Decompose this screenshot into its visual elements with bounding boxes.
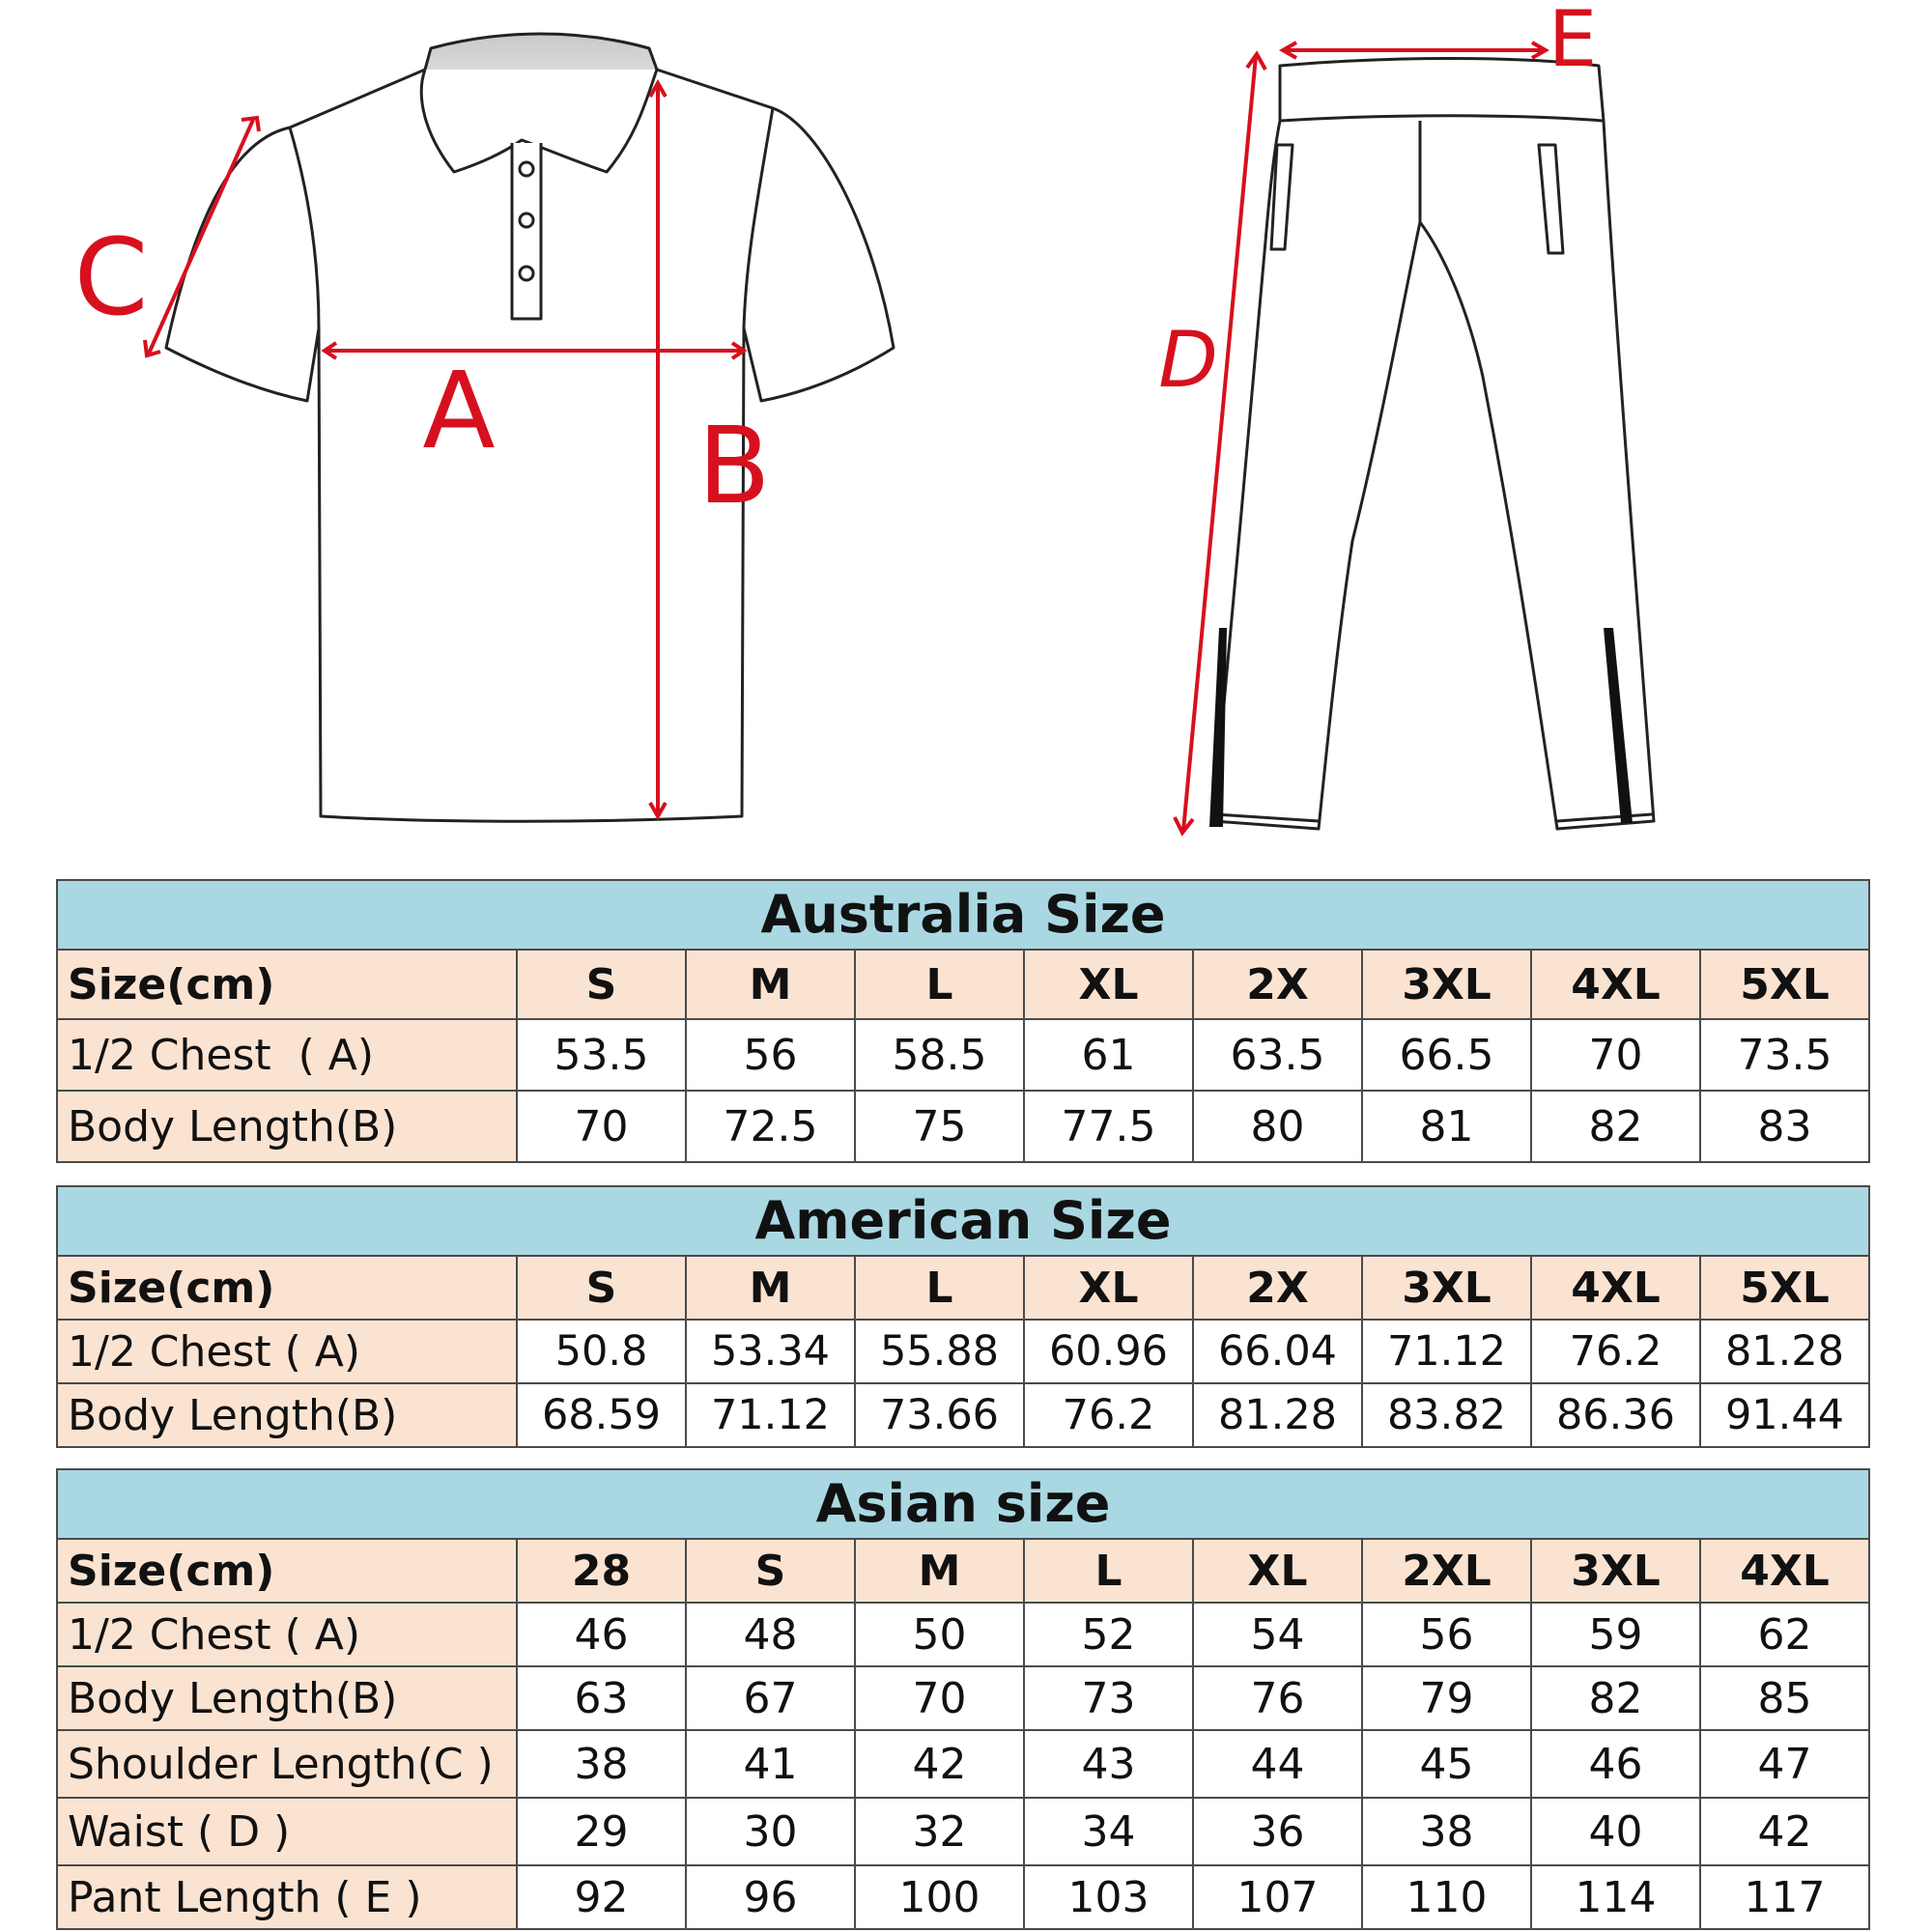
value-cell: 38 xyxy=(1362,1798,1531,1865)
size-header-cell: 5XL xyxy=(1700,1256,1869,1320)
size-header-cell: M xyxy=(686,950,855,1019)
size-header-cell: 2X xyxy=(1193,1256,1362,1320)
value-cell: 54 xyxy=(1193,1603,1362,1666)
size-header-cell: 4XL xyxy=(1531,1256,1700,1320)
size-header-cell: S xyxy=(517,1256,686,1320)
value-cell: 117 xyxy=(1700,1865,1869,1929)
value-cell: 70 xyxy=(855,1666,1024,1730)
value-cell: 83.82 xyxy=(1362,1383,1531,1447)
value-cell: 42 xyxy=(855,1730,1024,1798)
value-cell: 70 xyxy=(1531,1019,1700,1091)
measure-label-e: E xyxy=(1548,0,1598,84)
value-cell: 63 xyxy=(517,1666,686,1730)
american-size-table xyxy=(56,1185,1870,1448)
value-cell: 44 xyxy=(1193,1730,1362,1798)
value-cell: 53.34 xyxy=(686,1320,855,1383)
size-header-cell: 3XL xyxy=(1531,1539,1700,1603)
size-header-cell: L xyxy=(1024,1539,1193,1603)
value-cell: 103 xyxy=(1024,1865,1193,1929)
value-cell: 81.28 xyxy=(1700,1320,1869,1383)
value-cell: 46 xyxy=(1531,1730,1700,1798)
size-header-cell: 3XL xyxy=(1362,950,1531,1019)
value-cell: 71.12 xyxy=(1362,1320,1531,1383)
size-header-cell: XL xyxy=(1024,1256,1193,1320)
size-header-cell: L xyxy=(855,950,1024,1019)
value-cell: 30 xyxy=(686,1798,855,1865)
value-cell: 67 xyxy=(686,1666,855,1730)
value-cell: 59 xyxy=(1531,1603,1700,1666)
size-header-cell: 2X xyxy=(1193,950,1362,1019)
row-label: Size(cm) xyxy=(57,1256,517,1320)
value-cell: 76.2 xyxy=(1024,1383,1193,1447)
table-title: American Size xyxy=(57,1186,1869,1256)
value-cell: 40 xyxy=(1531,1798,1700,1865)
value-cell: 36 xyxy=(1193,1798,1362,1865)
size-header-cell: M xyxy=(855,1539,1024,1603)
value-cell: 52 xyxy=(1024,1603,1193,1666)
pants-illustration xyxy=(1213,59,1654,830)
asian-size-table xyxy=(56,1468,1870,1930)
value-cell: 91.44 xyxy=(1700,1383,1869,1447)
value-cell: 55.88 xyxy=(855,1320,1024,1383)
value-cell: 71.12 xyxy=(686,1383,855,1447)
value-cell: 32 xyxy=(855,1798,1024,1865)
value-cell: 61 xyxy=(1024,1019,1193,1091)
value-cell: 48 xyxy=(686,1603,855,1666)
table-row-size xyxy=(57,1256,1869,1320)
value-cell: 50.8 xyxy=(517,1320,686,1383)
value-cell: 29 xyxy=(517,1798,686,1865)
row-label: Body Length(B) xyxy=(57,1666,517,1730)
size-header-cell: S xyxy=(517,950,686,1019)
value-cell: 60.96 xyxy=(1024,1320,1193,1383)
size-header-cell: S xyxy=(686,1539,855,1603)
value-cell: 38 xyxy=(517,1730,686,1798)
table-row-waist xyxy=(57,1798,1869,1865)
value-cell: 66.04 xyxy=(1193,1320,1362,1383)
size-header-cell: M xyxy=(686,1256,855,1320)
value-cell: 81 xyxy=(1362,1091,1531,1162)
value-cell: 81.28 xyxy=(1193,1383,1362,1447)
australia-size-table xyxy=(56,879,1870,1163)
table-row-body-length xyxy=(57,1383,1869,1447)
table-row-size xyxy=(57,950,1869,1019)
table-row-chest xyxy=(57,1320,1869,1383)
value-cell: 72.5 xyxy=(686,1091,855,1162)
value-cell: 80 xyxy=(1193,1091,1362,1162)
table-row-chest xyxy=(57,1603,1869,1666)
size-header-cell: 2XL xyxy=(1362,1539,1531,1603)
value-cell: 45 xyxy=(1362,1730,1531,1798)
polo-shirt-illustration xyxy=(166,34,894,821)
row-label: 1/2 Chest ( A) xyxy=(57,1019,517,1091)
value-cell: 100 xyxy=(855,1865,1024,1929)
value-cell: 56 xyxy=(1362,1603,1531,1666)
table-row-shoulder-length xyxy=(57,1730,1869,1798)
value-cell: 107 xyxy=(1193,1865,1362,1929)
table-row-body-length xyxy=(57,1666,1869,1730)
value-cell: 47 xyxy=(1700,1730,1869,1798)
value-cell: 77.5 xyxy=(1024,1091,1193,1162)
value-cell: 34 xyxy=(1024,1798,1193,1865)
size-header-cell: XL xyxy=(1193,1539,1362,1603)
measure-label-a: A xyxy=(422,349,496,472)
value-cell: 86.36 xyxy=(1531,1383,1700,1447)
value-cell: 43 xyxy=(1024,1730,1193,1798)
row-label: Size(cm) xyxy=(57,1539,517,1603)
size-header-cell: L xyxy=(855,1256,1024,1320)
value-cell: 53.5 xyxy=(517,1019,686,1091)
value-cell: 73 xyxy=(1024,1666,1193,1730)
value-cell: 85 xyxy=(1700,1666,1869,1730)
value-cell: 75 xyxy=(855,1091,1024,1162)
value-cell: 79 xyxy=(1362,1666,1531,1730)
value-cell: 76.2 xyxy=(1531,1320,1700,1383)
value-cell: 114 xyxy=(1531,1865,1700,1929)
value-cell: 73.5 xyxy=(1700,1019,1869,1091)
value-cell: 41 xyxy=(686,1730,855,1798)
row-label: Body Length(B) xyxy=(57,1383,517,1447)
value-cell: 73.66 xyxy=(855,1383,1024,1447)
table-row-body-length xyxy=(57,1091,1869,1162)
size-header-cell: 4XL xyxy=(1700,1539,1869,1603)
value-cell: 83 xyxy=(1700,1091,1869,1162)
table-title: Asian size xyxy=(57,1469,1869,1539)
row-label: Size(cm) xyxy=(57,950,517,1019)
size-header-cell: 4XL xyxy=(1531,950,1700,1019)
value-cell: 46 xyxy=(517,1603,686,1666)
value-cell: 76 xyxy=(1193,1666,1362,1730)
table-row-size xyxy=(57,1539,1869,1603)
row-label: 1/2 Chest ( A) xyxy=(57,1320,517,1383)
measure-label-d: D xyxy=(1158,315,1218,405)
size-header-cell: XL xyxy=(1024,950,1193,1019)
value-cell: 70 xyxy=(517,1091,686,1162)
measure-label-c: C xyxy=(73,215,149,339)
value-cell: 42 xyxy=(1700,1798,1869,1865)
table-row-pant-length xyxy=(57,1865,1869,1929)
row-label: Body Length(B) xyxy=(57,1091,517,1162)
row-label: Waist ( D ) xyxy=(57,1798,517,1865)
table-row-chest xyxy=(57,1019,1869,1091)
value-cell: 82 xyxy=(1531,1091,1700,1162)
value-cell: 96 xyxy=(686,1865,855,1929)
size-header-cell: 5XL xyxy=(1700,950,1869,1019)
row-label: Shoulder Length(C ) xyxy=(57,1730,517,1798)
size-header-cell: 28 xyxy=(517,1539,686,1603)
table-title: Australia Size xyxy=(57,880,1869,950)
value-cell: 63.5 xyxy=(1193,1019,1362,1091)
value-cell: 58.5 xyxy=(855,1019,1024,1091)
value-cell: 68.59 xyxy=(517,1383,686,1447)
measure-label-b: B xyxy=(697,404,771,527)
value-cell: 66.5 xyxy=(1362,1019,1531,1091)
row-label: 1/2 Chest ( A) xyxy=(57,1603,517,1666)
value-cell: 82 xyxy=(1531,1666,1700,1730)
value-cell: 62 xyxy=(1700,1603,1869,1666)
size-header-cell: 3XL xyxy=(1362,1256,1531,1320)
value-cell: 56 xyxy=(686,1019,855,1091)
value-cell: 92 xyxy=(517,1865,686,1929)
value-cell: 110 xyxy=(1362,1865,1531,1929)
value-cell: 50 xyxy=(855,1603,1024,1666)
garment-measurement-diagram xyxy=(0,0,1932,869)
row-label: Pant Length ( E ) xyxy=(57,1865,517,1929)
